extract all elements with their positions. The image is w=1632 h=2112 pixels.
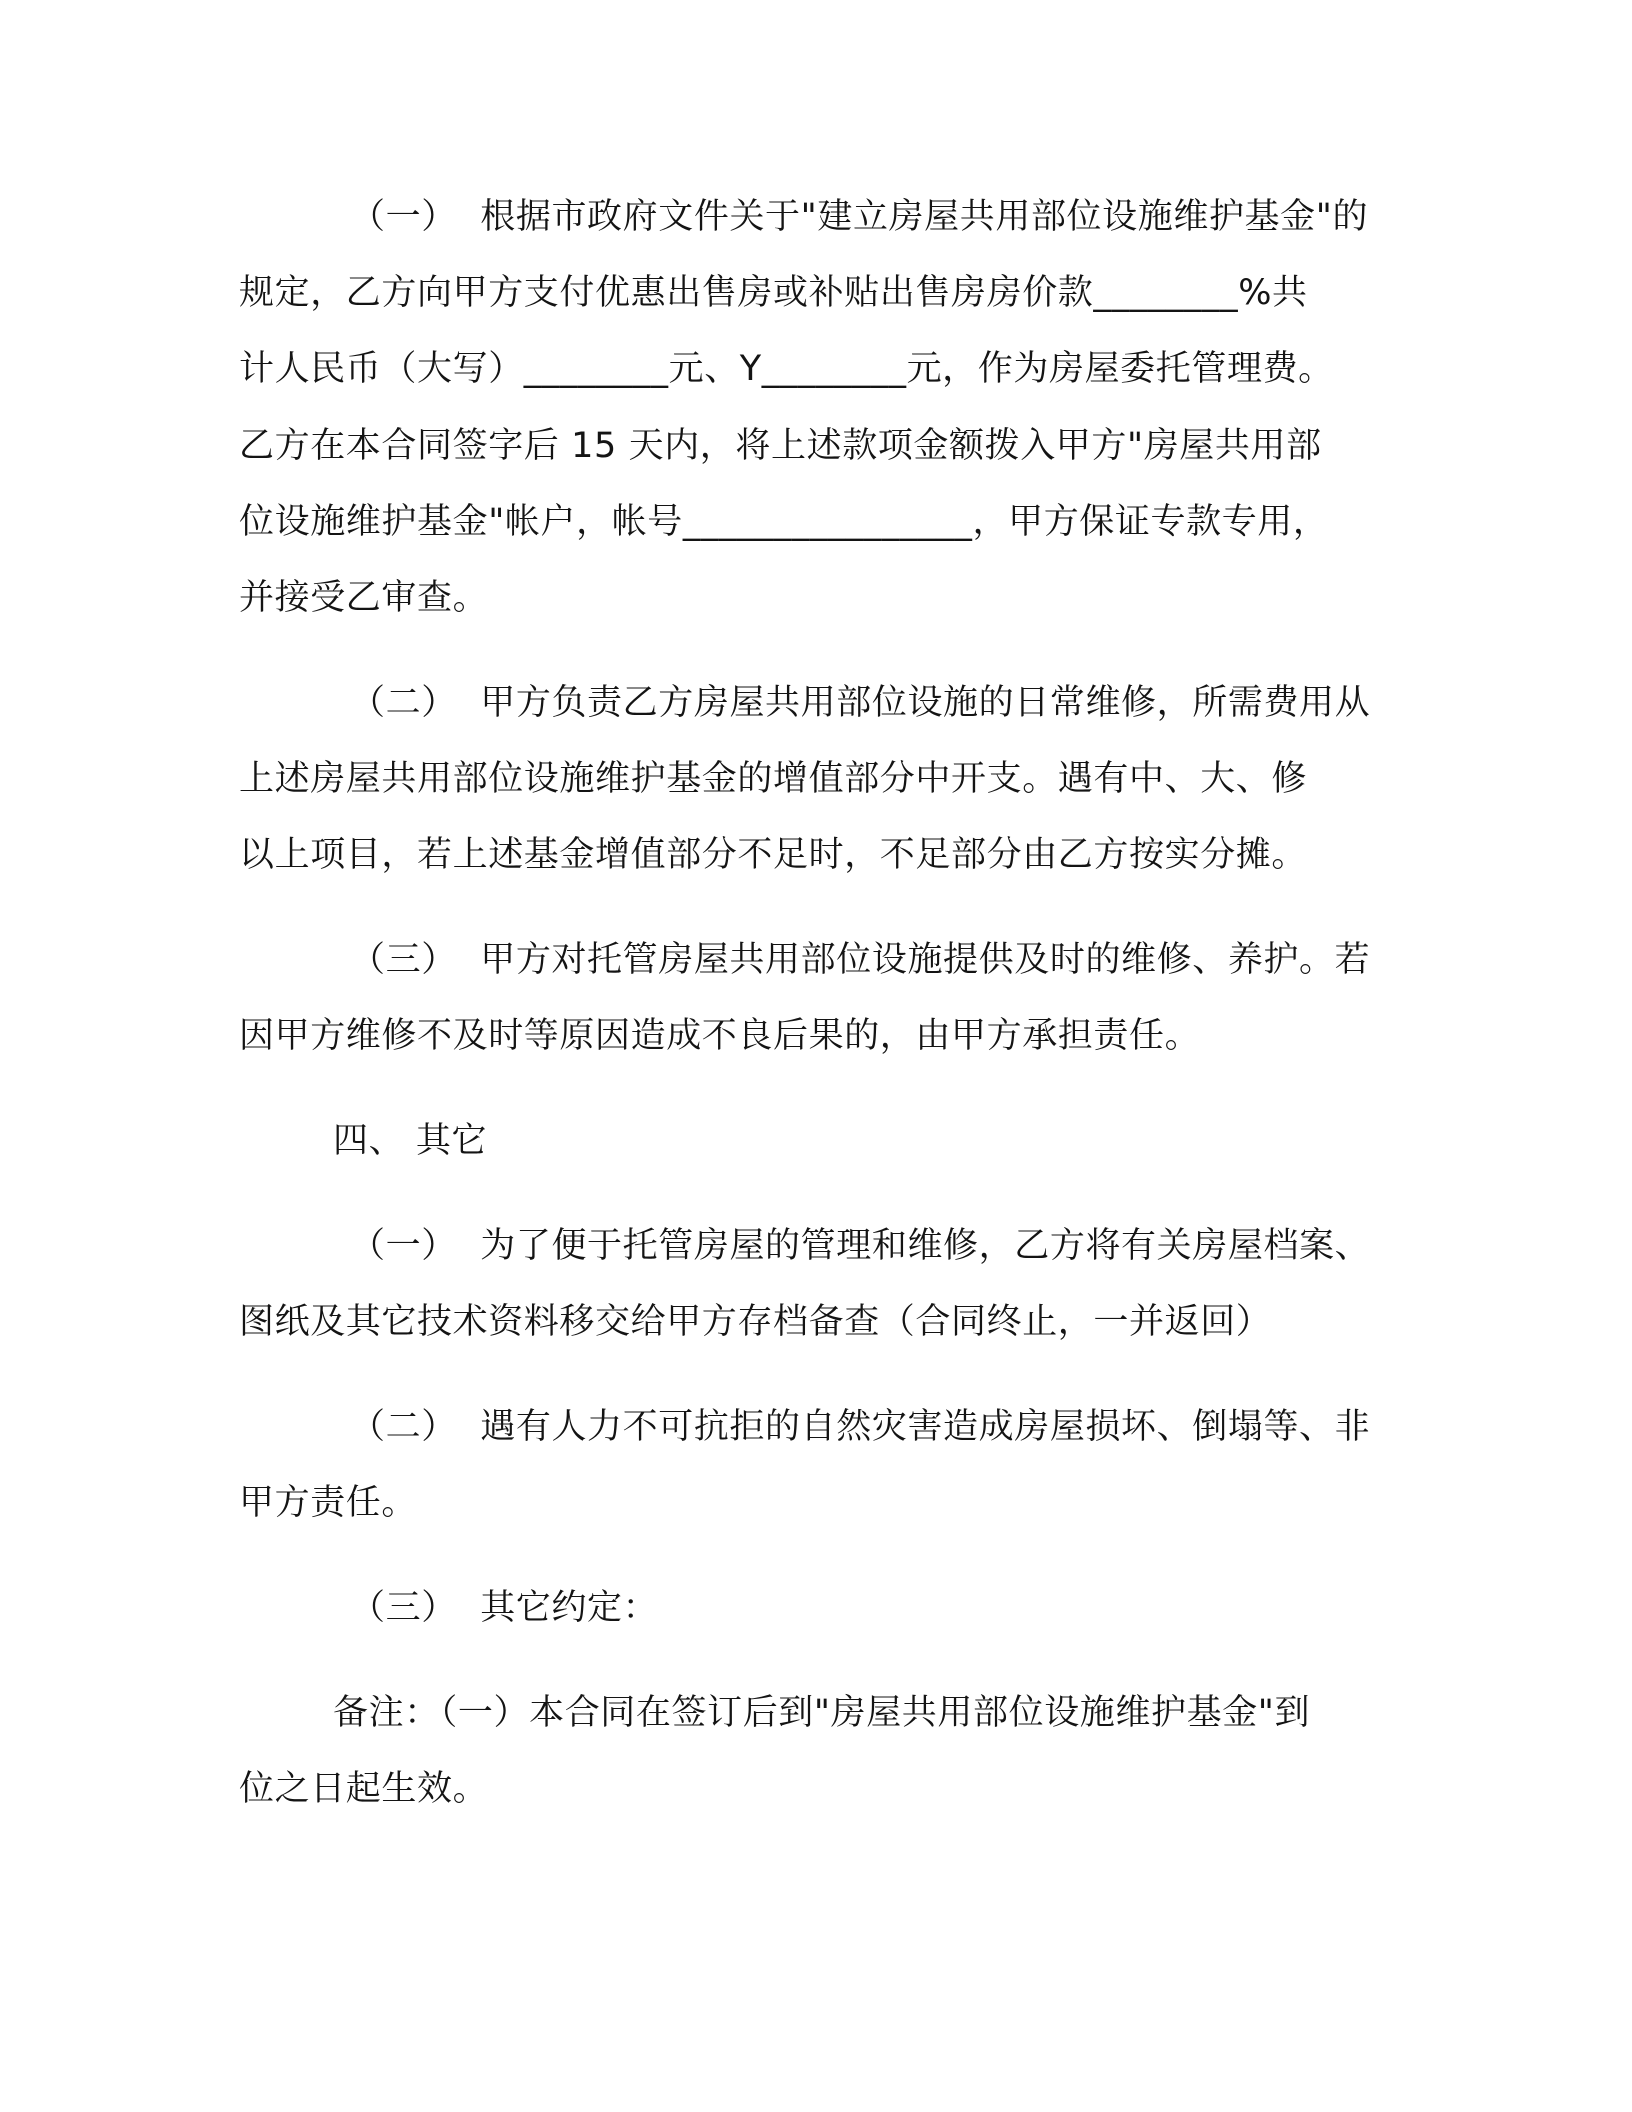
clause-3-3-line-1: （三） 甲方对托管房屋共用部位设施提供及时的维修、养护。若 — [350, 940, 1371, 980]
clause-4-3-line-1: （三） 其它约定： — [350, 1588, 659, 1628]
clause-4-1-line-1: （一） 为了便于托管房屋的管理和维修，乙方将有关房屋档案、 — [350, 1226, 1371, 1266]
note-line-2: 位之日起生效。 — [239, 1769, 489, 1809]
clause-4-2-line-1: （二） 遇有人力不可抗拒的自然灾害造成房屋损坏、倒塌等、非 — [350, 1407, 1371, 1447]
clause-4-1-line-2: 图纸及其它技术资料移交给甲方存档备查（合同终止，一并返回） — [239, 1302, 1272, 1342]
clause-4-2-line-2: 甲方责任。 — [239, 1483, 418, 1523]
clause-3-1-line-3: 计人民币（大写）________元、Y________元，作为房屋委托管理费。 — [239, 349, 1334, 389]
clause-3-1-line-6: 并接受乙审查。 — [239, 578, 489, 618]
clause-3-2-line-1: （二） 甲方负责乙方房屋共用部位设施的日常维修，所需费用从 — [350, 683, 1371, 723]
clause-3-1-line-5: 位设施维护基金"帐户，帐号________________，甲方保证专款专用， — [239, 502, 1329, 542]
clause-3-2-line-3: 以上项目，若上述基金增值部分不足时，不足部分由乙方按实分摊。 — [239, 835, 1308, 875]
clause-3-1-line-4: 乙方在本合同签字后 15 天内，将上述款项金额拨入甲方"房屋共用部 — [239, 426, 1322, 466]
clause-3-1-line-2: 规定，乙方向甲方支付优惠出售房或补贴出售房房价款________%共 — [239, 273, 1308, 313]
section-4-heading: 四、 其它 — [333, 1121, 488, 1161]
note-line-1: 备注：（一）本合同在签订后到"房屋共用部位设施维护基金"到 — [333, 1693, 1311, 1733]
clause-3-3-line-2: 因甲方维修不及时等原因造成不良后果的，由甲方承担责任。 — [239, 1016, 1201, 1056]
clause-3-1-line-1: （一） 根据市政府文件关于"建立房屋共用部位设施维护基金"的 — [350, 197, 1369, 237]
clause-3-2-line-2: 上述房屋共用部位设施维护基金的增值部分中开支。遇有中、大、修 — [239, 759, 1308, 799]
